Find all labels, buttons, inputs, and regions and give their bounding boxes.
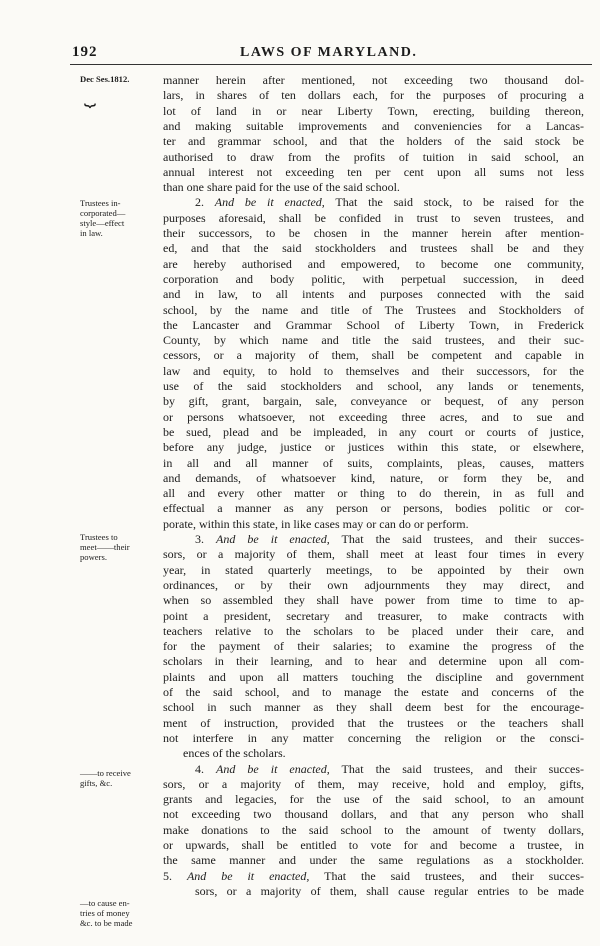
margin-note-line: corporated— xyxy=(80,208,126,218)
text-line: before any judge, justice or justices within this state, or elsewhere, xyxy=(163,440,584,455)
margin-note-trustees-meet xyxy=(80,532,162,562)
text-line: 2. And be it enacted, That the said stock, to be raised for the xyxy=(195,195,584,210)
text-line: school in such manner as they shall deem best for the encourage- xyxy=(163,700,584,715)
text-line: sors, or a majority of them, may receive, hold and employ, gifts, xyxy=(163,776,584,791)
margin-note-line: &c. to be made xyxy=(80,918,133,928)
text-line: 3. And be it enacted, That the said trustees, and their succes- xyxy=(195,532,584,546)
text-line: 5. And be it enacted, That the said trustees, and their succes- xyxy=(163,868,584,883)
text-line: when so assembled they shall have power from time to time to ap- xyxy=(163,593,584,608)
text-line: ment of instruction, provided that the trustees or the teachers shall xyxy=(163,715,584,730)
text-line: all and every other matter or thing to do therein, in as full and xyxy=(163,486,584,501)
text-line: authorised to draw from the profits of tuition in said school, an xyxy=(163,149,584,164)
header-rule xyxy=(70,64,592,65)
margin-note-line: Dec Ses.1812. xyxy=(80,74,130,84)
text-line: law and equity, to hold to themselves and their successors, for the xyxy=(163,363,584,378)
text-line: the Lancaster and Grammar School of Liberty Town, in Frederick xyxy=(163,317,584,332)
text-line: teachers relative to the scholars to be placed under their care, and xyxy=(163,623,584,638)
text-line: plaints and upon all matters touching the discipline and government xyxy=(163,669,584,684)
margin-note-line: Trustees in- xyxy=(80,198,121,208)
text-line: for the payment of their salaries; to examine the progress of the xyxy=(163,639,584,654)
margin-note-line: ——to receive xyxy=(80,768,131,778)
page-header xyxy=(72,44,592,64)
text-line: annual interest not exceeding ten per cent upon all sums not less xyxy=(163,164,584,179)
text-line: lot of land in or near Liberty Town, erecting, building thereon, xyxy=(163,103,584,118)
text-line: are hereby authorised and empowered, to become one community, xyxy=(163,256,584,271)
text-line: year, in stated quarterly meetings, to be appointed by their own xyxy=(163,562,584,577)
text-line: manner herein after mentioned, not exceeding two thousand dol- xyxy=(163,73,584,87)
text-line: point a president, secretary and treasurer, to make contracts with xyxy=(163,608,584,623)
margin-note-line: style—effect xyxy=(80,218,125,228)
brace-mark: ⏟ xyxy=(84,85,96,107)
text-line: ter and grammar school, and that the holders of the said stock be xyxy=(163,134,584,149)
margin-note-line: —to cause en- xyxy=(80,898,130,908)
text-line: and in law, to all intents and purposes connected with the said xyxy=(163,287,584,302)
text-line: grants and legacies, for the use of the said school, to an amount xyxy=(163,792,584,807)
text-line: or upwards, shall be entitled to vote for and become a trustee, in xyxy=(163,838,584,852)
enacting-clause: And be it enacted, xyxy=(186,868,310,883)
text-line: use of the said stockholders and school, any lands or tenements, xyxy=(163,379,584,393)
text-line: ences of the scholars. xyxy=(183,746,286,761)
text-line: scholars in their learning, and to hear and determine upon all com- xyxy=(163,654,584,669)
text-line: County, by which name and title the said trustees, and their suc- xyxy=(163,333,584,348)
text-line: not interfere in any matter concerning the religion or the consci- xyxy=(163,730,584,745)
margin-note-line: tries of money xyxy=(80,908,130,918)
text-line: sors, or a majority of them, shall cause regular entries to be made xyxy=(195,883,584,898)
margin-note-line: gifts, &c. xyxy=(80,778,113,788)
text-line: and making suitable improvements and conveniencies for a Lancas- xyxy=(163,118,584,133)
text-line: make donations to the said school to the amount of twenty dollars, xyxy=(163,822,584,837)
margin-note-receive-gifts xyxy=(80,768,162,788)
margin-note-line: powers. xyxy=(80,552,107,562)
page-number: 192 xyxy=(72,44,98,60)
text-line: purposes aforesaid, shall be confided in trust to seven trustees, and xyxy=(163,210,584,225)
text-line: ordinances, or by their own adjournments they may direct, and xyxy=(163,577,584,592)
margin-note-session xyxy=(80,74,162,84)
enacting-clause: And be it enacted, xyxy=(216,532,330,546)
running-title: LAWS OF MARYLAND. xyxy=(240,45,418,60)
text-line: cessors, or a majority of them, shall be competent and capable in xyxy=(163,348,584,363)
text-line: in all and all manner of suits, complaints, pleas, causes, matters xyxy=(163,455,584,470)
margin-note-line: meet——their xyxy=(80,542,130,552)
text-line: effectual a manner as any person or persons, bodies politic or cor- xyxy=(163,501,584,516)
enacting-clause: And be it enacted, xyxy=(216,761,330,776)
text-line: lars, in shares of ten dollars each, for the purposes of procuring a xyxy=(163,88,584,103)
text-line: the same manner and under the same regulations as a stockholder. xyxy=(163,853,584,868)
enacting-clause: And be it enacted, xyxy=(214,195,325,210)
text-line: corporation and body politic, with perpetual succession, in deed xyxy=(163,271,584,286)
margin-note-trustees-incorporated xyxy=(80,198,162,238)
text-line: ed, and that the said stockholders and trustees shall be and they xyxy=(163,241,584,256)
text-line: than one share paid for the use of the said school. xyxy=(163,180,400,195)
text-line: school, by the name and title of The Trustees and Stockholders of xyxy=(163,302,584,317)
text-line: be sued, plead and be impleaded, in any court or courts of justice, xyxy=(163,424,584,439)
text-line: and demands, of whatsoever kind, nature, or form they be, and xyxy=(163,470,584,485)
text-line: 4. And be it enacted, That the said trustees, and their succes- xyxy=(195,761,584,776)
text-line: of the said school, and to manage the estate and concerns of the xyxy=(163,685,584,699)
margin-note-line: Trustees to xyxy=(80,532,118,542)
text-line: their successors, to be chosen in the manner herein after mention- xyxy=(163,226,584,240)
text-line: sors, or a majority of them, shall meet at least four times in every xyxy=(163,547,584,562)
text-line: or persons whatsoever, not exceeding three acres, and to sue and xyxy=(163,409,584,424)
text-line: not exceeding two thousand dollars, and that any person who shall xyxy=(163,807,584,822)
text-line: porate, within this state, in like cases may or can do or perform. xyxy=(163,516,469,531)
text-line: by gift, grant, bargain, sale, conveyance or bequest, of any person xyxy=(163,394,584,409)
margin-note-line: in law. xyxy=(80,228,103,238)
margin-note-cause-entries xyxy=(80,898,162,928)
